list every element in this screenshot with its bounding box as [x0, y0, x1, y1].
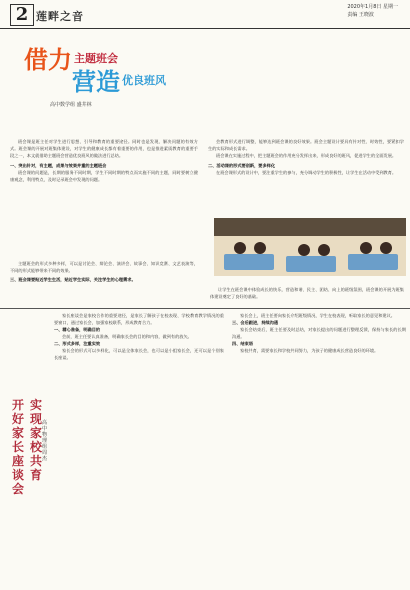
title-part2: 营造: [72, 67, 120, 96]
header-info: [347, 3, 398, 19]
section-heading: 一、精心准备，明确目的: [54, 327, 101, 332]
title-char: 长: [11, 440, 24, 454]
title-char: 家: [11, 426, 24, 440]
paragraph: 班会课是班主任对学生进行思想、引导和教育的重要途径。同时也是发现、解决问题的有效方式。班会课的开展对班集体建设，对学生的健康成长都有着重要的作用，也是推进素质教育的重要手段之一，本文就借助主题班会营造优良班风的做法进行总结。: [10, 139, 198, 159]
student: [318, 244, 330, 256]
student: [254, 242, 266, 254]
article2-title-line1: [10, 398, 26, 496]
article1-column-d: [10, 260, 198, 284]
section-heading: 一、突出针对，有主题，成果与效果并重的主题班会: [10, 162, 107, 168]
paragraph: 家长会的形式可以多样化，可以是全体家长会，也可以是小组家长会，还可以是个别家长座谈。: [54, 348, 224, 360]
student: [380, 242, 392, 254]
title-part1-suffix: 主题班会: [74, 52, 118, 65]
section-heading: 四、结束语: [232, 341, 253, 346]
article2-author: 高中物理组 周杰: [42, 420, 48, 462]
title-char: 实: [30, 398, 43, 412]
editor-line: 责编 王晓波: [347, 12, 374, 18]
title-part1: 借力: [24, 45, 72, 74]
title-char: 育: [30, 468, 43, 482]
section-heading: 二、活动课的形式要创新，要多样化: [208, 162, 276, 168]
page-header: [0, 0, 410, 29]
title-text: [10, 398, 26, 496]
article1-author: 高中数学组 盛井林: [50, 102, 92, 108]
paragraph: 家长会上，班主任要向家长介绍班级情况、学生在校表现，听取家长的意见和建议。: [240, 313, 395, 318]
title-char: 会: [11, 482, 24, 496]
desk: [224, 254, 274, 270]
blackboard: [214, 218, 406, 236]
paragraph: 家校共育，需要家长和学校共同努力，为孩子的健康成长营造良好的环境。: [240, 348, 379, 353]
student: [298, 244, 310, 256]
student: [234, 242, 246, 254]
paragraph: 会教育形式进行调整，能够达到班会课的良好效果。班会主题设计要具有针对性、时效性，要紧扣学生的实际和成长需求。: [208, 139, 404, 152]
title-char: 现: [30, 412, 43, 426]
article2-column-2: [232, 312, 406, 354]
student: [360, 242, 372, 254]
date-line: 2020年1月8日 星期一: [347, 4, 398, 10]
title-char: 座: [11, 454, 24, 468]
title-char: 家: [30, 426, 43, 440]
classroom-photo: [214, 218, 406, 276]
paragraph: 家长会结束后，班主任要及时总结，对家长提出的问题进行整理反馈，保持与家长的长期沟通。: [232, 327, 406, 339]
article1-column-b: [208, 138, 404, 176]
article2-column-1: [54, 312, 224, 361]
paragraph: 会前，班主任要认真准备，明确家长会的目的和内容，做到有的放矢。: [62, 334, 192, 339]
desk: [348, 254, 398, 270]
article1-column-a: [10, 138, 198, 183]
paragraph: 在班会课形式的设计中，要注重学生的参与，充分调动学生的积极性，让学生在活动中受到教育。: [216, 169, 397, 175]
article1-column-e: [210, 286, 404, 300]
title-char: 谈: [11, 468, 24, 482]
title-char: 共: [30, 454, 43, 468]
title-char: 好: [11, 412, 24, 426]
paragraph: 班会课在实施过程中，把主题班会的作用充分发挥出来，形成良好的班风，促进学生的全面发展。: [216, 153, 397, 159]
section-heading: 二、形式多样，注重实效: [54, 341, 101, 346]
section-heading: 三、班会课要贴近学生生活，贴近学生实际，关注学生的心理需求。: [10, 277, 136, 283]
page-number: 2: [10, 4, 34, 26]
title-char: 校: [30, 440, 43, 454]
title-char: 开: [11, 398, 24, 412]
section-divider: [0, 308, 410, 309]
paragraph: 让学生在班会课中体验成长的快乐，营造和谐、民主、团结、向上的班级氛围，班会课的开展为班集体建设奠定了良好的基础。: [210, 287, 404, 300]
paragraph: 主题班会的形式多种多样，可以是讨论会、辩论会、演讲会、故事会、知识竞赛、文艺表演等，不同的形式能够带来不同的效果。: [10, 261, 198, 274]
title-part2-suffix: 优良班风: [122, 74, 166, 87]
desk: [286, 256, 336, 272]
paragraph: 家长座谈会是家校合作的重要途径，是家长了解孩子在校表现、学校教育教学情况的重要窗口，通过家长会，加强家校联系，形成教育合力。: [54, 313, 224, 325]
section-heading: 三、会后跟进，持续沟通: [232, 320, 279, 325]
section-name: 莲畔之音: [36, 10, 84, 23]
paragraph: 班会课的问题是，长期的服务不同时期，学生不同时期的特点而实施不同的主题，同时要树立健康观念，利用特点，及时记录班会中发现的问题。: [10, 169, 198, 183]
